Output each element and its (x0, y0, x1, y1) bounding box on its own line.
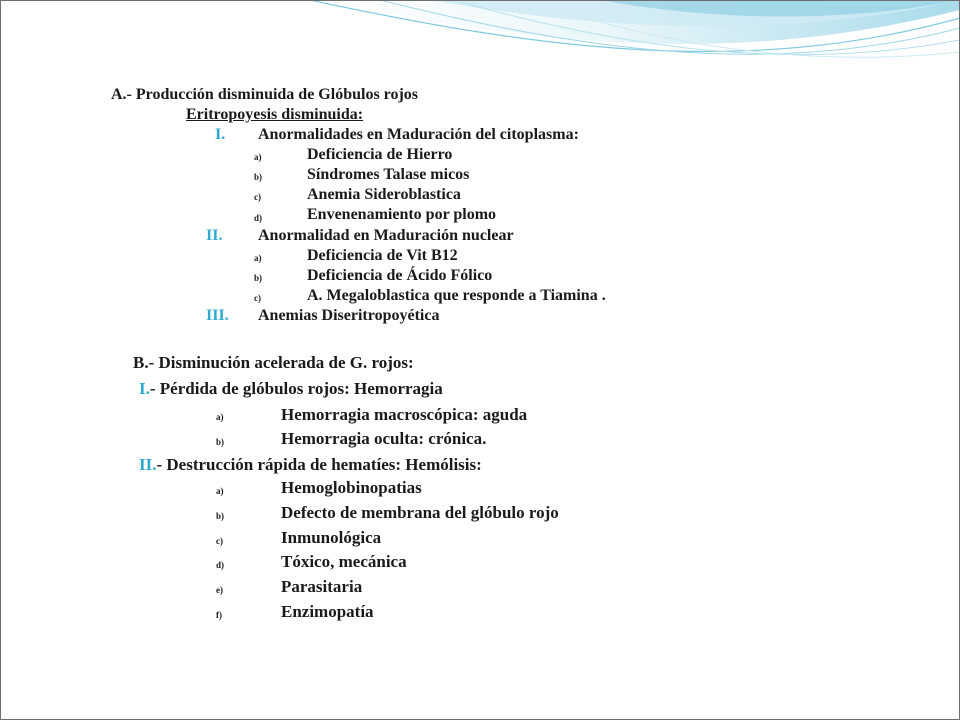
section-a-group-ii-title: Anormalidad en Maduración nuclear (258, 227, 514, 244)
section-b-prefix: B.- (133, 353, 155, 372)
section-a-prefix: A.- (111, 86, 132, 103)
list-marker: d) (254, 213, 263, 223)
list-marker: f) (216, 610, 222, 620)
section-a-subheading: Eritropoyesis disminuida: (186, 106, 364, 123)
list-item: Enzimopatía (281, 602, 374, 621)
list-marker: e) (216, 585, 223, 595)
list-item: Hemorragia oculta: crónica. (281, 429, 487, 448)
list-item: Síndromes Talase micos (307, 166, 470, 183)
list-item: A. Megaloblastica que responde a Tiamina . (307, 287, 606, 304)
section-a-group-i-numeral: I. (215, 126, 226, 143)
list-item: Hemoglobinopatias (281, 478, 422, 497)
list-marker: a) (216, 486, 224, 496)
section-b-heading-text: Disminución acelerada de G. rojos: (154, 353, 414, 372)
list-marker: b) (216, 511, 225, 521)
decorative-swoosh-graphic (0, 0, 960, 90)
list-item: Envenenamiento por plomo (307, 206, 497, 223)
section-b-group-i-numeral: I. (139, 379, 150, 398)
list-marker: c) (254, 293, 261, 303)
list-marker: a) (216, 412, 224, 422)
list-item: Inmunológica (281, 528, 382, 547)
section-b-group-i-title: - Pérdida de glóbulos rojos: Hemorragia (149, 379, 443, 398)
section-b-group-ii (139, 455, 482, 475)
section-a-heading (111, 86, 418, 104)
section-b-group-ii-title: - Destrucción rápida de hematíes: Hemólisis: (156, 455, 482, 474)
section-a-group-iii-title: Anemias Diseritropoyética (258, 307, 440, 324)
list-marker: c) (216, 536, 223, 546)
section-a-group-ii-numeral: II. (206, 227, 223, 244)
list-item: Tóxico, mecánica (281, 552, 407, 571)
list-marker: b) (216, 437, 225, 447)
section-b-group-ii-numeral: II. (139, 455, 157, 474)
list-marker: c) (254, 192, 261, 202)
list-marker: b) (254, 273, 263, 283)
list-item: Deficiencia de Ácido Fólico (307, 267, 493, 284)
list-item: Defecto de membrana del glóbulo rojo (281, 503, 559, 522)
list-item: Parasitaria (281, 577, 363, 596)
section-a-group-i-title: Anormalidades en Maduración del citoplasma: (258, 126, 579, 143)
list-item: Deficiencia de Hierro (307, 146, 453, 163)
section-a-group-iii-numeral: III. (206, 307, 229, 324)
list-item: Hemorragia macroscópica: aguda (281, 405, 528, 424)
section-b-group-i (139, 379, 443, 399)
list-item: Anemia Sideroblastica (307, 186, 461, 203)
list-marker: b) (254, 172, 263, 182)
list-item: Deficiencia de Vit B12 (307, 247, 458, 264)
list-marker: a) (254, 152, 262, 162)
list-marker: d) (216, 560, 225, 570)
section-a-heading-text: Producción disminuida de Glóbulos rojos (135, 86, 419, 103)
list-marker: a) (254, 253, 262, 263)
section-b-heading (133, 353, 414, 373)
